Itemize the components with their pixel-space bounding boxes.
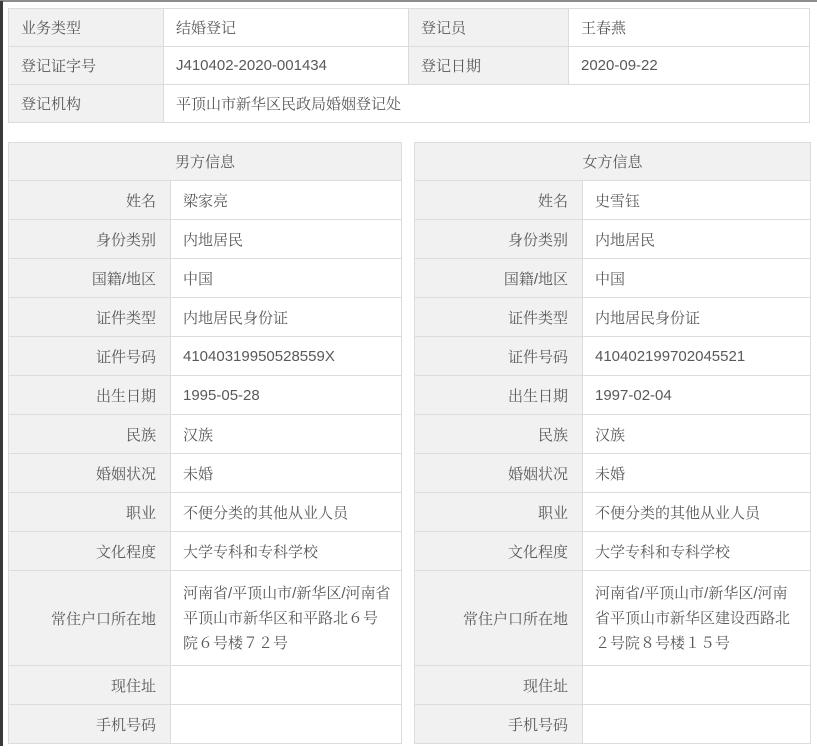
birth-date-label: 出生日期 — [9, 376, 171, 415]
identity-category-label: 身份类别 — [9, 220, 171, 259]
table-row — [9, 376, 402, 415]
id-type-label: 证件类型 — [415, 298, 583, 337]
occupation-label: 职业 — [415, 493, 583, 532]
registration-summary-table — [8, 8, 810, 123]
household-address-label: 常住户口所在地 — [415, 571, 583, 666]
female-info-table — [414, 142, 811, 744]
business-type-value: 结婚登记 — [164, 9, 409, 47]
male-education-value: 大学专科和专科学校 — [171, 532, 402, 571]
name-label: 姓名 — [415, 181, 583, 220]
table-row — [9, 415, 402, 454]
nationality-label: 国籍/地区 — [9, 259, 171, 298]
id-number-label: 证件号码 — [415, 337, 583, 376]
table-row — [9, 220, 402, 259]
female-marital-status-value: 未婚 — [583, 454, 811, 493]
registrar-label: 登记员 — [409, 9, 569, 47]
table-row — [415, 493, 811, 532]
current-address-label: 现住址 — [9, 666, 171, 705]
occupation-label: 职业 — [9, 493, 171, 532]
male-birth-date-value: 1995-05-28 — [171, 376, 402, 415]
table-row — [415, 259, 811, 298]
table-row — [415, 181, 811, 220]
table-row — [9, 9, 810, 47]
ethnicity-label: 民族 — [415, 415, 583, 454]
marital-status-label: 婚姻状况 — [415, 454, 583, 493]
female-identity-category-value: 内地居民 — [583, 220, 811, 259]
table-row — [415, 666, 811, 705]
birth-date-label: 出生日期 — [415, 376, 583, 415]
household-address-label: 常住户口所在地 — [9, 571, 171, 666]
male-marital-status-value: 未婚 — [171, 454, 402, 493]
table-row — [9, 298, 402, 337]
cert-no-label: 登记证字号 — [9, 47, 164, 85]
agency-label: 登记机构 — [9, 85, 164, 123]
identity-category-label: 身份类别 — [415, 220, 583, 259]
male-id-type-value: 内地居民身份证 — [171, 298, 402, 337]
table-row — [415, 337, 811, 376]
male-info-title: 男方信息 — [9, 143, 402, 181]
mobile-number-label: 手机号码 — [415, 705, 583, 744]
ethnicity-label: 民族 — [9, 415, 171, 454]
name-label: 姓名 — [9, 181, 171, 220]
table-row — [415, 705, 811, 744]
female-mobile-number-value — [583, 705, 811, 744]
business-type-label: 业务类型 — [9, 9, 164, 47]
table-row — [9, 705, 402, 744]
female-id-type-value: 内地居民身份证 — [583, 298, 811, 337]
male-id-number-value: 41040319950528559X — [171, 337, 402, 376]
table-row — [9, 181, 402, 220]
reg-date-value: 2020-09-22 — [569, 47, 810, 85]
table-row — [9, 493, 402, 532]
female-id-number-value: 410402199702045521 — [583, 337, 811, 376]
marital-status-label: 婚姻状况 — [9, 454, 171, 493]
female-occupation-value: 不便分类的其他从业人员 — [583, 493, 811, 532]
table-row — [9, 532, 402, 571]
female-info-title: 女方信息 — [415, 143, 811, 181]
agency-value: 平顶山市新华区民政局婚姻登记处 — [164, 85, 810, 123]
male-identity-category-value: 内地居民 — [171, 220, 402, 259]
male-info-table — [8, 142, 402, 744]
table-row — [9, 454, 402, 493]
current-address-label: 现住址 — [415, 666, 583, 705]
table-row — [9, 571, 402, 666]
cert-no-value: J410402-2020-001434 — [164, 47, 409, 85]
table-row — [415, 298, 811, 337]
female-nationality-value: 中国 — [583, 259, 811, 298]
female-birth-date-value: 1997-02-04 — [583, 376, 811, 415]
female-household-address-value: 河南省/平顶山市/新华区/河南省平顶山市新华区建设西路北２号院８号楼１５号 — [583, 571, 811, 666]
male-current-address-value — [171, 666, 402, 705]
male-ethnicity-value: 汉族 — [171, 415, 402, 454]
male-name-value: 梁家亮 — [171, 181, 402, 220]
table-row — [9, 47, 810, 85]
table-row — [9, 337, 402, 376]
male-nationality-value: 中国 — [171, 259, 402, 298]
table-row — [9, 143, 402, 181]
window-left-edge — [0, 1, 3, 746]
table-row — [9, 259, 402, 298]
table-row — [415, 532, 811, 571]
id-number-label: 证件号码 — [9, 337, 171, 376]
table-row — [415, 220, 811, 259]
table-row — [415, 571, 811, 666]
female-name-value: 史雪钰 — [583, 181, 811, 220]
table-row — [415, 415, 811, 454]
male-mobile-number-value — [171, 705, 402, 744]
id-type-label: 证件类型 — [9, 298, 171, 337]
female-current-address-value — [583, 666, 811, 705]
male-household-address-value: 河南省/平顶山市/新华区/河南省平顶山市新华区和平路北６号院６号楼７２号 — [171, 571, 402, 666]
table-row — [9, 85, 810, 123]
male-occupation-value: 不便分类的其他从业人员 — [171, 493, 402, 532]
mobile-number-label: 手机号码 — [9, 705, 171, 744]
nationality-label: 国籍/地区 — [415, 259, 583, 298]
female-education-value: 大学专科和专科学校 — [583, 532, 811, 571]
table-row — [415, 376, 811, 415]
table-row — [415, 143, 811, 181]
registrar-value: 王春燕 — [569, 9, 810, 47]
education-label: 文化程度 — [9, 532, 171, 571]
reg-date-label: 登记日期 — [409, 47, 569, 85]
table-row — [415, 454, 811, 493]
female-ethnicity-value: 汉族 — [583, 415, 811, 454]
education-label: 文化程度 — [415, 532, 583, 571]
table-row — [9, 666, 402, 705]
window-top-edge — [0, 0, 817, 2]
